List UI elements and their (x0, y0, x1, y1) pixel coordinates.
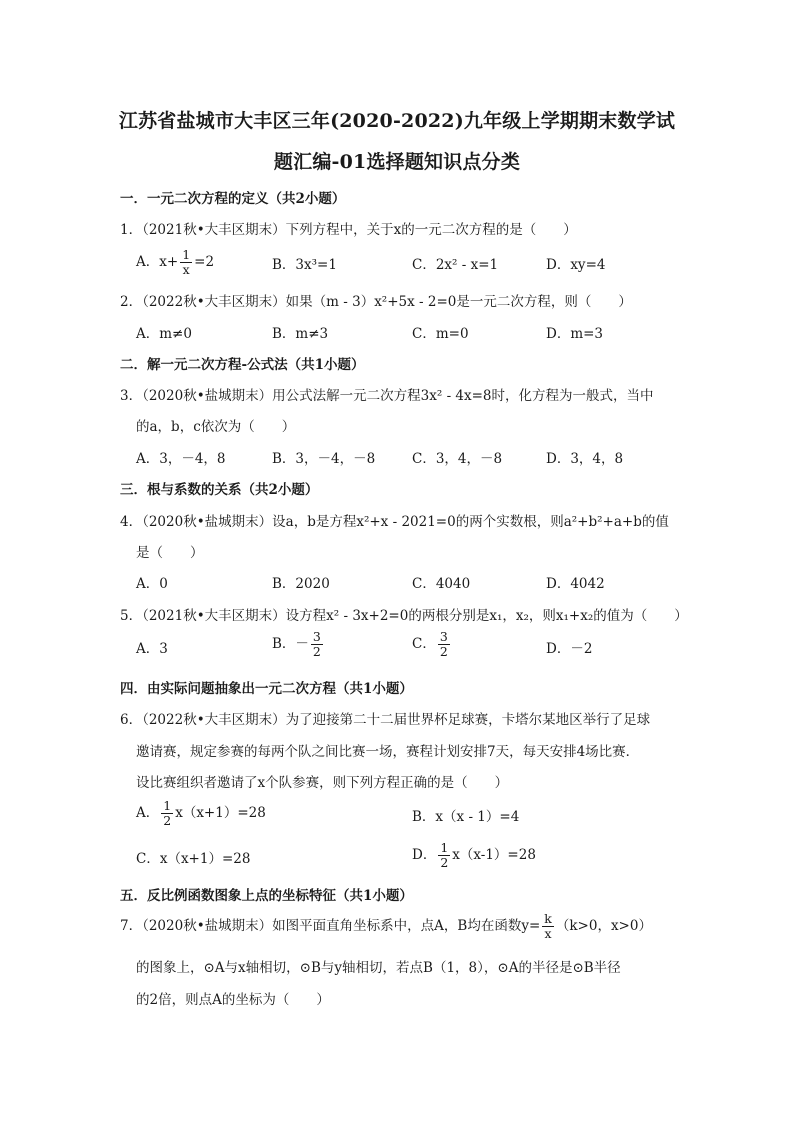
question-3-option-c: C．3，4，－8 (412, 451, 503, 467)
section-heading-3: 三．根与系数的关系（共2小题） (120, 482, 319, 498)
fraction: $\frac{3}{2}$ (312, 629, 321, 659)
question-4-stem-line1: 4．（2020秋•盐城期末）设a，b是方程x²+x - 2021=0的两个实数根，则a²+b²+a+b的值 (120, 514, 669, 530)
fraction: $\frac{1}{2}$ (440, 840, 449, 870)
question-2-stem: 2．（2022秋•大丰区期末）如果（m - 3）x²+5x - 2=0是一元二次方程，则（ ） (120, 294, 632, 310)
question-4-option-b: B．2020 (272, 576, 330, 592)
fraction: $\frac{3}{2}$ (439, 629, 448, 659)
document-title-line2: 题汇编-01选择题知识点分类 (273, 151, 521, 173)
question-4-option-c: C．4040 (412, 576, 471, 592)
question-4-option-d: D．4042 (546, 576, 605, 592)
question-1-option-d: D．xy=4 (546, 257, 606, 273)
question-4-stem-line2: 是（ ） (136, 545, 204, 561)
section-heading-2: 二．解一元二次方程-公式法（共1小题） (120, 357, 365, 373)
question-6-stem-line1: 6．（2022秋•大丰区期末）为了迎接第二十二届世界杯足球赛，卡塔尔某地区举行了足球 (120, 712, 651, 728)
question-5-option-c: C． $\frac{3}{2}$ (412, 629, 448, 659)
question-1-stem: 1．（2021秋•大丰区期末）下列方程中，关于x的一元二次方程的是（ ） (120, 222, 577, 238)
question-3-option-d: D．3，4，8 (546, 451, 624, 467)
section-heading-5: 五．反比例函数图象上点的坐标特征（共1小题） (120, 888, 413, 904)
question-6-option-b: B．x（x - 1）=4 (412, 809, 520, 825)
question-1-option-b: B．3x³=1 (272, 257, 337, 273)
question-1-option-a: A．x+ $\frac{1}{x}$ =2 (136, 247, 215, 277)
fraction: $\frac{1}{2}$ (163, 798, 172, 828)
question-7-stem-line3: 的2倍，则点A的坐标为（ ） (136, 992, 330, 1008)
question-6-option-a: A． $\frac{1}{2}$ x（x+1）=28 (136, 798, 266, 828)
question-3-option-b: B．3，－4，－8 (272, 451, 376, 467)
question-6-stem-line2: 邀请赛，规定参赛的每两个队之间比赛一场，赛程计划安排7天，每天安排4场比赛． (136, 744, 640, 760)
question-6-stem-line3: 设比赛组织者邀请了x个队参赛，则下列方程正确的是（ ） (136, 775, 509, 791)
question-2-option-c: C．m=0 (412, 326, 469, 342)
question-3-option-a: A．3，－4，8 (136, 451, 226, 467)
question-2-option-a: A．m≠0 (136, 326, 192, 342)
question-7-stem-line2: 的图象上，⊙A与x轴相切，⊙B与y轴相切，若点B（1，8），⊙A的半径是⊙B半径 (136, 960, 621, 976)
question-5-option-d: D．－2 (546, 641, 593, 657)
question-5-option-b: B．－ $\frac{3}{2}$ (272, 629, 321, 659)
question-3-stem-line1: 3．（2020秋•盐城期末）用公式法解一元二次方程3x² - 4x=8时，化方程为一般式，当中 (120, 388, 654, 404)
question-2-option-b: B．m≠3 (272, 326, 329, 342)
section-heading-1: 一．一元二次方程的定义（共2小题） (120, 191, 346, 207)
fraction: $\frac{1}{x}$ (182, 247, 191, 277)
section-heading-4: 四．由实际问题抽象出一元二次方程（共1小题） (120, 681, 413, 697)
question-4-option-a: A．0 (136, 576, 168, 592)
question-3-stem-line2: 的a，b，c依次为（ ） (136, 419, 296, 435)
fraction: $\frac{k}{x}$ (544, 911, 552, 941)
question-2-option-d: D．m=3 (546, 326, 604, 342)
question-5-option-a: A．3 (136, 641, 168, 657)
question-5-stem: 5．（2021秋•大丰区期末）设方程x² - 3x+2=0的两根分别是x₁，x₂，则x₁+x₂的值为（ ） (120, 608, 688, 624)
question-6-option-d: D． $\frac{1}{2}$ x（x-1）=28 (412, 840, 536, 870)
question-7-stem-line1: 7．（2020秋•盐城期末）如图平面直角坐标系中，点A，B均在函数y= $\frac{k}{x}$ （k>0，x>0） (120, 911, 652, 941)
question-1-option-c: C．2x² - x=1 (412, 257, 499, 273)
question-6-option-c: C．x（x+1）=28 (136, 851, 251, 867)
document-title-line1: 江苏省盐城市大丰区三年(2020-2022)九年级上学期期末数学试 (118, 110, 676, 132)
